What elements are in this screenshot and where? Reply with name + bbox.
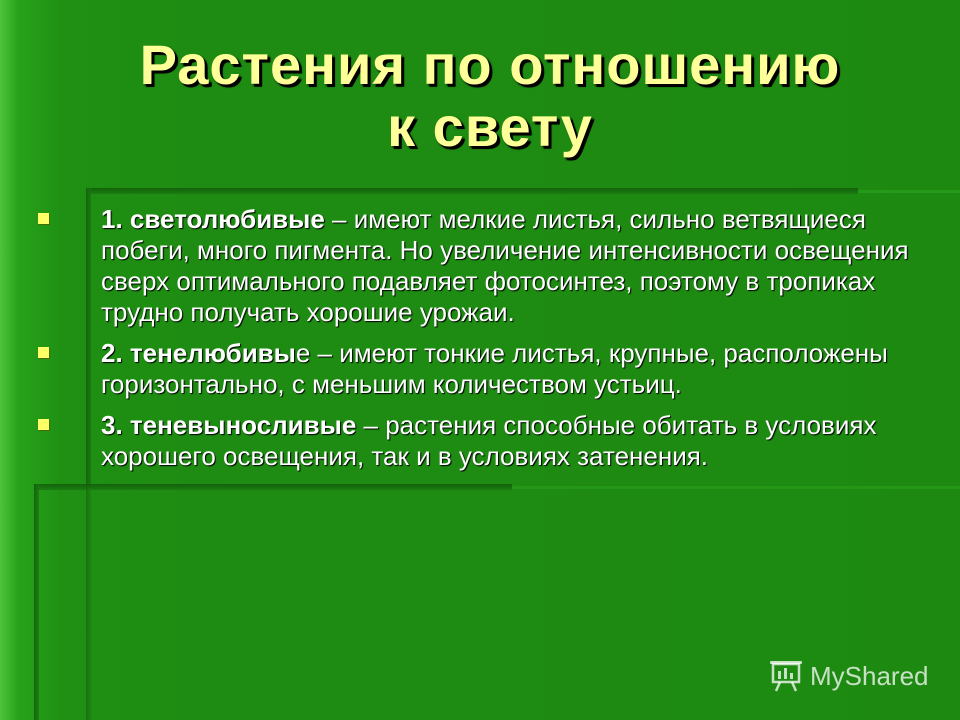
slide-title-line1: Растения по отношению [139, 33, 841, 96]
watermark [768, 656, 929, 696]
bullet-item-light-loving [36, 204, 926, 328]
bullet-list [36, 204, 926, 482]
watermark-text: MyShared [810, 660, 929, 691]
bullet-item-shade-loving [36, 338, 926, 400]
square-bullet-icon [38, 347, 49, 358]
slide-title-line2: к свету [387, 95, 593, 158]
bullet-text: е – имеют тонкие листья, крупные, расположены горизонтально, с меньшим количеством устьиц. [101, 338, 888, 399]
decorative-bar-vertical-inner [86, 488, 91, 720]
projector-screen-icon [768, 659, 804, 693]
bullet-term: 1. светолюбивые [101, 204, 325, 234]
bullet-item-shade-tolerant [36, 410, 926, 472]
bullet-term: 2. тенелюбивы [101, 338, 296, 368]
bullet-text: – имеют мелкие листья, сильно ветвящиеся побеги, много пигмента. Но увеличение интенсивности освещения сверх оптимального подавляет фотосинтез, поэтому в тропиках трудно получать хорошие урожаи. [101, 204, 909, 327]
decorative-bar-top [88, 188, 858, 194]
decorative-bar-vertical-lower [34, 484, 39, 720]
square-bullet-icon [38, 213, 49, 224]
decorative-bar-middle [34, 484, 512, 490]
bullet-term: 3. теневыносливые [101, 410, 357, 440]
decorative-bar-top-extension [858, 190, 960, 193]
square-bullet-icon [38, 419, 49, 430]
bullet-text: – растения способные обитать в условиях хорошего освещения, так и в условиях затенения. [101, 410, 877, 471]
slide-title [60, 34, 920, 158]
decorative-bar-middle-extension [512, 486, 960, 489]
